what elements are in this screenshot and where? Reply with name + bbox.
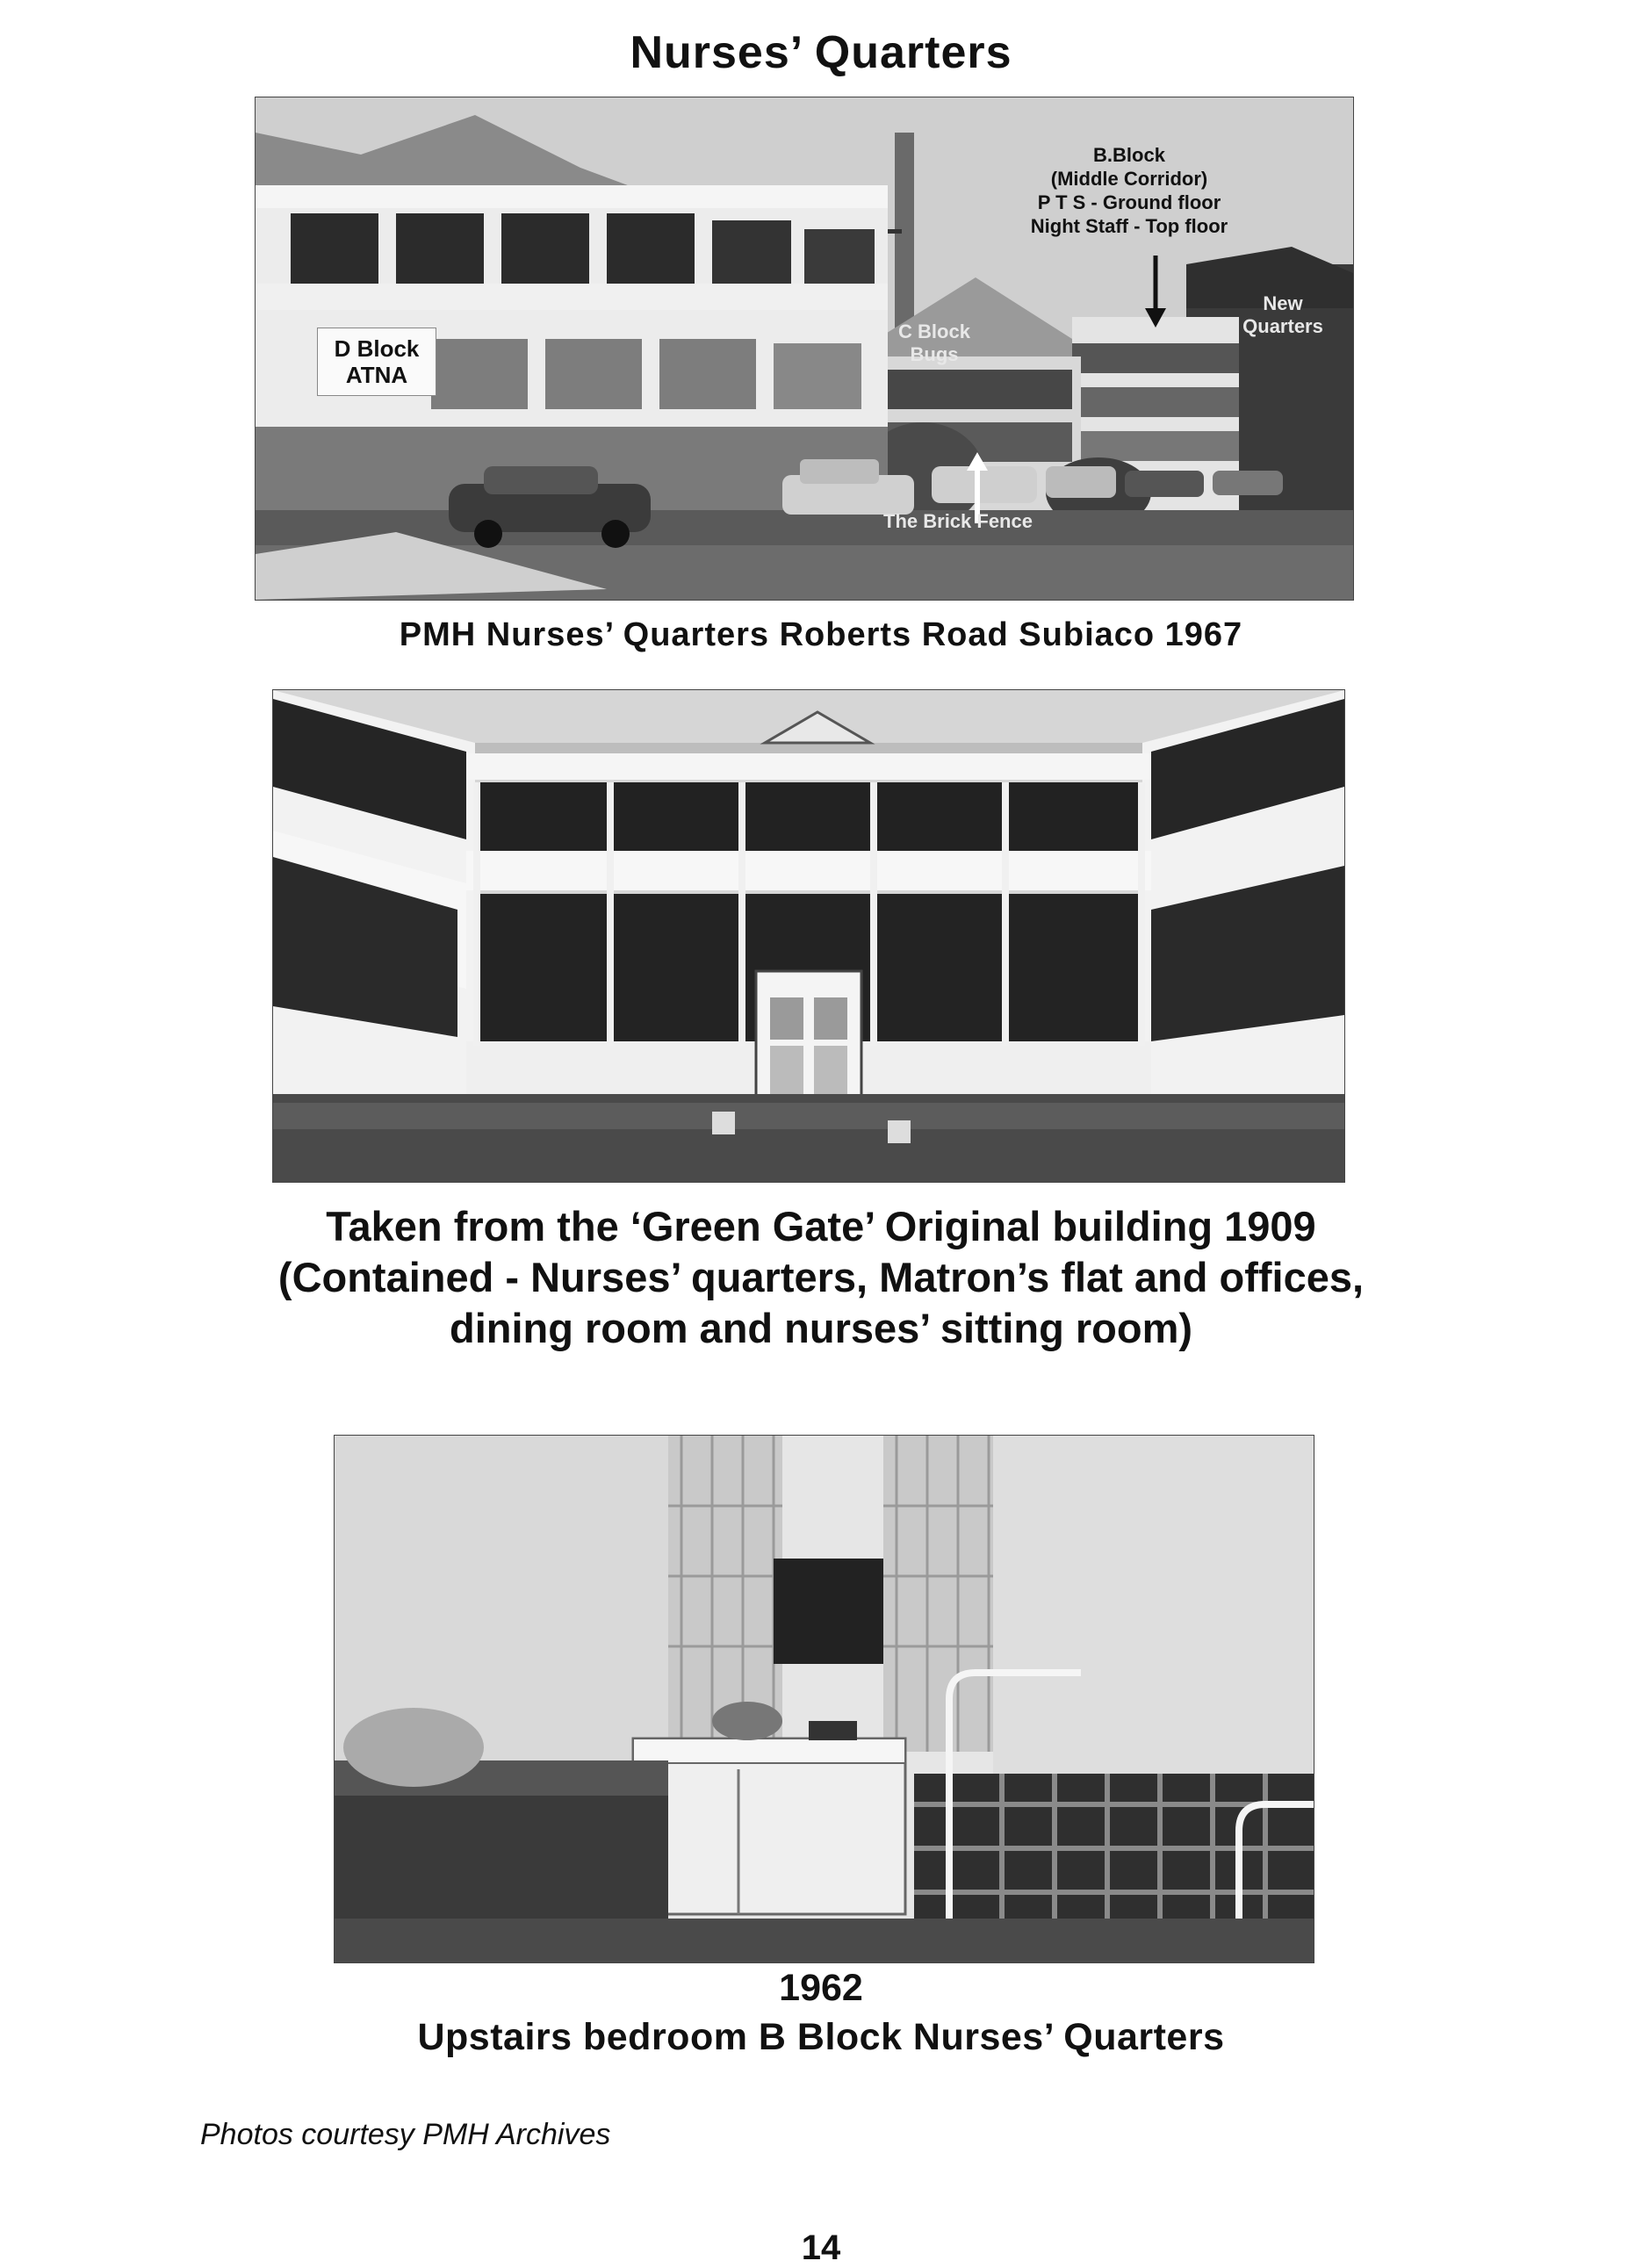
c-block-label-line2: Bugs (910, 343, 959, 365)
photo-credit: Photos courtesy PMH Archives (200, 2118, 611, 2151)
b-block-label-line2: (Middle Corridor) (1050, 168, 1208, 190)
photo-green-gate-building-1909 (272, 689, 1345, 1183)
b-block-label-line1: B.Block (1093, 144, 1165, 166)
c-block-label (886, 320, 983, 366)
photo3-caption-title: Upstairs bedroom B Block Nurses’ Quarters (417, 2016, 1225, 2058)
photo2-caption-line1: Taken from the ‘Green Gate’ Original building 1909 (326, 1203, 1316, 1249)
new-quarters-label (1221, 292, 1344, 338)
d-block-label (317, 328, 436, 396)
d-block-label-line1: D Block (334, 335, 420, 362)
new-quarters-label-line1: New (1263, 292, 1303, 314)
page-number: 14 (801, 2228, 841, 2267)
photo2-caption-line2: (Contained - Nurses’ quarters, Matron’s flat and offices, (277, 1254, 1365, 1300)
bedroom-photo-illustration (335, 1436, 1314, 1962)
photo-upstairs-bedroom-1962 (334, 1435, 1314, 1963)
new-quarters-label-line2: Quarters (1242, 315, 1323, 337)
courtyard-photo-illustration (273, 690, 1344, 1182)
b-block-label-line3: P T S - Ground floor (1037, 191, 1221, 213)
photo2-caption-line3: dining room and nurses’ sitting room) (449, 1305, 1193, 1351)
b-block-label-line4: Night Staff - Top floor (1030, 215, 1228, 237)
photo1-caption: PMH Nurses’ Quarters Roberts Road Subiaco 1967 (399, 616, 1243, 653)
d-block-label-line2: ATNA (345, 362, 408, 388)
page-title: Nurses’ Quarters (630, 27, 1012, 78)
photo3-caption-year: 1962 (779, 1967, 863, 2009)
photo2-caption (0, 1201, 1642, 1354)
b-block-label (997, 143, 1261, 238)
brick-fence-label: The Brick Fence (883, 510, 1033, 532)
photo-nurses-quarters-1967 (255, 97, 1354, 601)
c-block-label-line1: C Block (898, 320, 970, 342)
